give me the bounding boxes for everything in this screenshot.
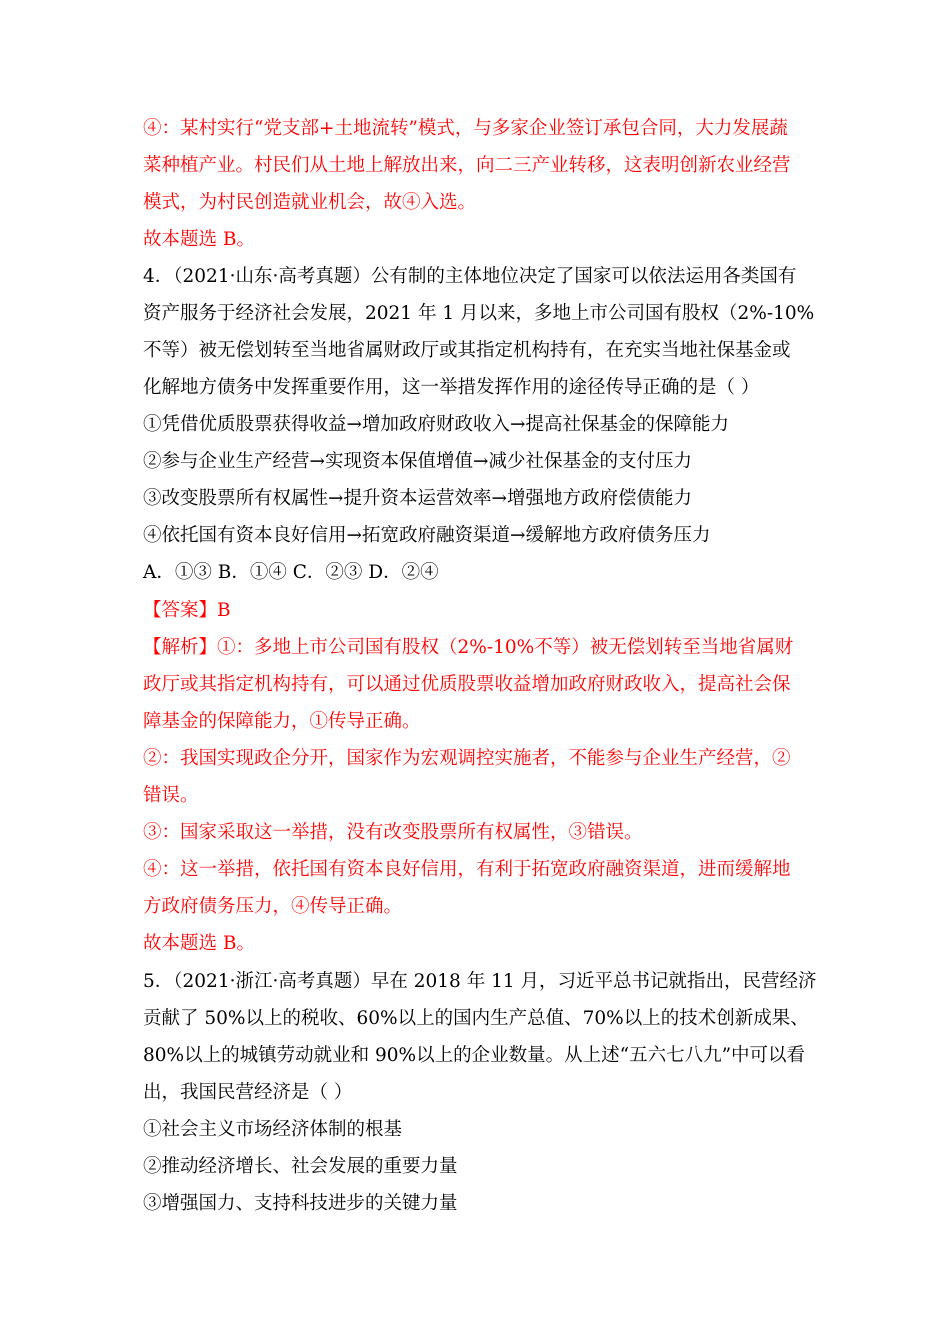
question-4-stem-line-2: 资产服务于经济社会发展，2021 年 1 月以来，多地上市公司国有股权（2%-10% [143,303,815,324]
answer-q4: 【答案】B [143,600,231,621]
conclusion-q4: 故本题选 B。 [143,933,255,954]
analysis-option-4-line-1: ④：某村实行“党支部+土地流转”模式，与多家企业签订承包合同，大力发展蔬 [143,118,788,139]
analysis-q4-line-3: 障基金的保障能力，①传导正确。 [143,711,421,732]
question-4-stem-line-1: 4．（2021·山东·高考真题）公有制的主体地位决定了国家可以依法运用各类国有 [143,266,797,287]
question-4-stem-line-3: 不等）被无偿划转至当地省属财政厅或其指定机构持有，在充实当地社保基金或 [143,340,791,361]
question-5-stem-line-2: 贡献了 50%以上的税收、60%以上的国内生产总值、70%以上的技术创新成果、 [143,1008,809,1029]
question-5-stem-line-4: 出，我国民营经济是（ ） [143,1082,353,1103]
question-5-stem-line-1: 5．（2021·浙江·高考真题）早在 2018 年 11 月，习近平总书记就指出，民营经济 [143,971,817,992]
question-4-choices: A．①③ B．①④ C．②③ D．②④ [143,562,439,583]
analysis-q4-line-2: 政厅或其指定机构持有，可以通过优质股票收益增加政府财政收入，提高社会保 [143,674,791,695]
question-4-item-3: ③改变股票所有权属性→提升资本运营效率→增强地方政府偿债能力 [143,488,693,509]
question-5-stem-line-3: 80%以上的城镇劳动就业和 90%以上的企业数量。从上述“五六七八九”中可以看 [143,1045,806,1066]
conclusion-q3: 故本题选 B。 [143,229,255,250]
question-5-item-1: ①社会主义市场经济体制的根基 [143,1119,403,1140]
analysis-option-4-line-2: 菜种植产业。村民们从土地上解放出来，向二三产业转移，这表明创新农业经营 [143,155,791,176]
question-4-item-1: ①凭借优质股票获得收益→增加政府财政收入→提高社保基金的保障能力 [143,414,730,435]
analysis-option-4-line-3: 模式，为村民创造就业机会，故④入选。 [143,192,477,213]
question-5-item-2: ②推动经济增长、社会发展的重要力量 [143,1156,458,1177]
analysis-q4-line-8: 方政府债务压力，④传导正确。 [143,896,403,917]
analysis-q4-line-5: 错误。 [143,785,199,806]
analysis-q4-line-6: ③：国家采取这一举措，没有改变股票所有权属性，③错误。 [143,822,643,843]
question-5-item-3: ③增强国力、支持科技进步的关键力量 [143,1193,458,1214]
question-4-stem-line-4: 化解地方债务中发挥重要作用，这一举措发挥作用的途径传导正确的是（ ） [143,377,760,398]
analysis-q4-line-1: 【解析】①：多地上市公司国有股权（2%-10%不等）被无偿划转至当地省属财 [143,637,794,658]
question-4-item-2: ②参与企业生产经营→实现资本保值增值→减少社保基金的支付压力 [143,451,693,472]
question-4-item-4: ④依托国有资本良好信用→拓宽政府融资渠道→缓解地方政府债务压力 [143,525,711,546]
analysis-q4-line-4: ②：我国实现政企分开，国家作为宏观调控实施者，不能参与企业生产经营，② [143,748,791,769]
analysis-q4-line-7: ④：这一举措，依托国有资本良好信用，有利于拓宽政府融资渠道，进而缓解地 [143,859,791,880]
